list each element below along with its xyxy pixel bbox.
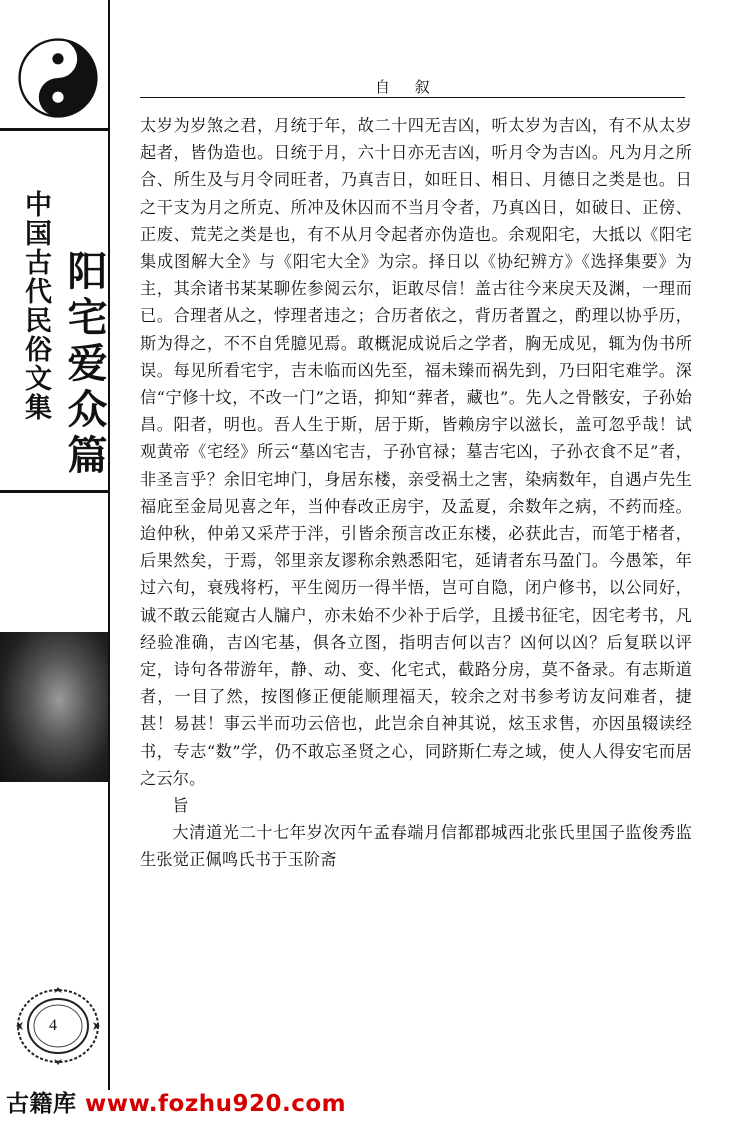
running-title: 自 叙	[375, 78, 440, 96]
buddha-statue-image	[0, 632, 108, 782]
paragraph-preface: 太岁为岁煞之君，月统于年，故二十四无吉凶，听太岁为吉凶，有不从太岁起者，皆伪造也。日统于月，六十日亦无吉凶，听月令为吉凶。凡为月之所合、所生及与月令同旺者，乃真吉日，如旺日、相日、月德日之类是也。日之干支为月之所克、所冲及休囚而不当月令者，乃真凶日，如破日、正傍、正废、荒芜之类是也，有不从月令起者亦伪造也。余观阳宅，大抵以《阳宅集成图解大全》与《阳宅大全》为宗。择日以《协纪辨方》《选择集要》为主，其余诸书某某聊佐参阅云尔，讵敢尽信！盖古往今来戾天及渊，一理而已。合理者从之，悖理者违之；合历者依之，背历者置之，酌理以协乎历，斯为得之，不不自凭臆见焉。敢概泥成说后之学者，胸无成见，辄为伪书所误。每见所看宅宇，吉未临而凶先至，福未臻而祸先到，乃曰阳宅难学。深信“宁修十坟，不改一门”之语，抑知“葬者，藏也”。先人之骨骸安，子孙始昌。阳者，明也。吾人生于斯，居于斯，皆赖房宇以滋长，盖可忽乎哉！试观黄帝《宅经》所云“墓凶宅吉，子孙官禄；墓吉宅凶，子孙衣食不足”者，非圣言乎？余旧宅坤门，身居东楼，亲受祸土之害，染病数年，自遇卢先生福庇至金局见喜之年，当仲春改正房宇，及孟夏，余数年之病，不药而痊。迨仲秋，仲弟又采芹于泮，引皆余预言改正东楼，必获此吉，而笔于楮者，后果然矣，于焉，邻里亲友谬称余熟悉阳宅，延请者东马盈门。今愚笨，年过六旬，衰残将朽，平生阅历一得半悟，岂可自隐，闭户修书，以公同好，诚不敢云能窥古人牖户，亦未始不少补于后学，且援书征宅，因宅考书，凡经验准确，吉凶宅基，俱各立图，指明吉何以吉？凶何以凶？后复联以评定，诗句各带游年，静、动、变、化宅式，截路分房，莫不备录。有志斯道者，一目了然，按图修正便能顺理福天，较余之对书参考访友问难者，捷甚！易甚！事云半而功云倍也，此岂余自神其说，炫玉求售，亦因虽辍读经书，专志“数”学，仍不敢忘圣贤之心，同跻斯仁寿之域，使人人得安宅而居之云尔。	[140, 116, 692, 788]
paragraph-signature: 大清道光二十七年岁次丙午孟春端月信都郡城西北张氏里国子监俊秀监生张觉正佩鸣氏书于玉阶斋	[140, 823, 692, 870]
taiji-icon	[18, 38, 98, 118]
sidebar-rule-top	[0, 128, 110, 131]
site-watermark	[6, 1085, 346, 1118]
sidebar-divider	[108, 0, 110, 1090]
sidebar-rule-bottom	[0, 490, 110, 493]
book-title: 阳宅爱众篇	[61, 250, 108, 480]
page-number: 4	[49, 1017, 57, 1034]
header-rule	[140, 97, 685, 98]
ornament-medallion-icon	[14, 985, 102, 1067]
body-text	[140, 112, 692, 874]
paragraph-decree: 旨	[172, 796, 189, 816]
watermark-name: 古籍库	[6, 1091, 77, 1117]
series-title: 中国古代民俗文集	[20, 190, 51, 422]
watermark-url: www.fozhu920.com	[85, 1091, 347, 1117]
